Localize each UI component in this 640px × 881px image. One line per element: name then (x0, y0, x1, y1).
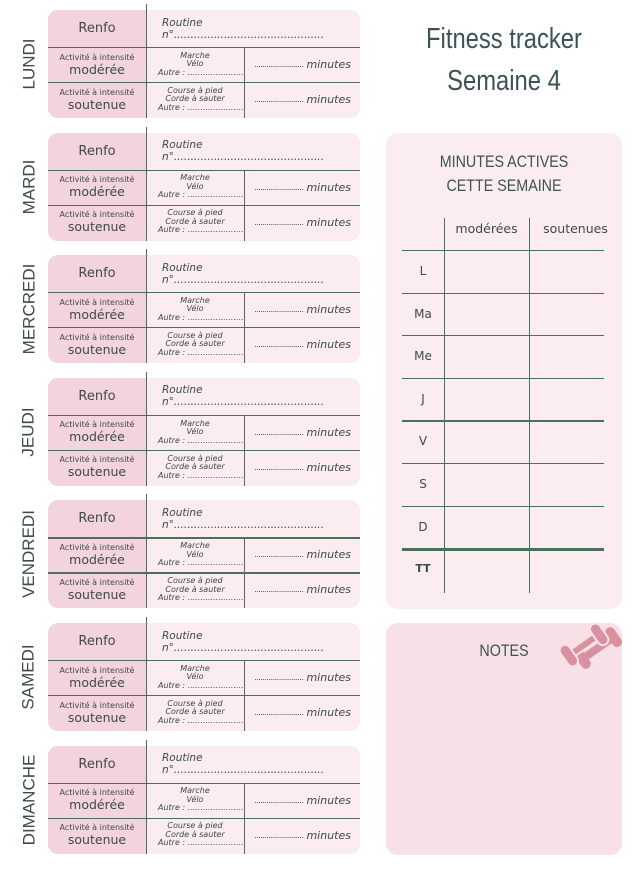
activity-intensity: modérée (69, 674, 125, 690)
cell-s-vigorous[interactable] (530, 464, 605, 505)
row-label-me: Me (414, 349, 432, 364)
renfo-label: Renfo (78, 266, 116, 282)
renfo-label: Renfo (78, 143, 116, 159)
moderate-minutes-field[interactable] (246, 537, 358, 572)
vigorous-minutes-field[interactable] (246, 818, 358, 853)
row-label-tt: TT (415, 562, 431, 576)
row-label-j: J (421, 391, 425, 406)
option-other-field[interactable]: Autre : ...................... (158, 190, 244, 200)
activity-prefix: Activité à intensité (59, 788, 135, 798)
moderate-minutes-field[interactable] (246, 660, 358, 695)
minutes-unit: minutes (306, 93, 351, 106)
moderate-options (146, 660, 244, 695)
minutes-blank: ........................ (254, 305, 304, 315)
cell-ma-vigorous[interactable] (530, 294, 605, 335)
moderate-activity-label (48, 47, 146, 82)
cell-s-moderate[interactable] (445, 464, 529, 505)
option-other-field[interactable]: Autre : ...................... (158, 558, 244, 568)
row-label-l: L (419, 264, 427, 278)
moderate-activity-label (48, 537, 146, 572)
vigorous-minutes-field[interactable] (246, 450, 358, 485)
activity-intensity: modérée (69, 551, 125, 567)
vigorous-options (146, 450, 244, 485)
option-walk: Marche (180, 541, 210, 551)
row-label-v: V (418, 434, 428, 449)
day-card-mercredi (0, 255, 370, 367)
routine-number-field[interactable]: Routine n°............................................. (162, 16, 325, 41)
option-other-field[interactable]: Autre : ...................... (158, 838, 244, 848)
day-name: VENDREDI (19, 510, 39, 599)
minutes-unit: minutes (306, 706, 351, 719)
day-card-vendredi (0, 500, 370, 612)
option-other-field[interactable]: Autre : ...................... (158, 715, 244, 725)
column-header-vigorous: soutenues (543, 221, 608, 236)
vigorous-minutes-field[interactable] (246, 695, 358, 730)
day-name: SAMEDI (19, 644, 38, 710)
activity-prefix: Activité à intensité (59, 210, 135, 220)
vigorous-options (146, 572, 244, 607)
option-other-field[interactable]: Autre : ...................... (158, 102, 244, 112)
option-bike: Vélo (186, 794, 204, 804)
vigorous-options (146, 82, 244, 117)
cell-v-vigorous[interactable] (530, 421, 605, 462)
minutes-unit: minutes (306, 460, 351, 474)
moderate-minutes-field[interactable] (246, 292, 358, 327)
minutes-blank: ........................ (254, 708, 304, 717)
moderate-options (146, 47, 244, 82)
option-jump-rope: Corde à sauter (165, 584, 225, 594)
renfo-label: Renfo (78, 756, 116, 772)
moderate-activity-label (48, 170, 146, 205)
day-card (48, 500, 360, 608)
option-run: Course à pied (167, 330, 223, 340)
option-jump-rope: Corde à sauter (165, 94, 225, 104)
moderate-options (146, 415, 244, 450)
option-other-field[interactable]: Autre : ...................... (158, 470, 244, 480)
minutes-unit: minutes (306, 303, 351, 317)
option-jump-rope: Corde à sauter (165, 707, 225, 717)
day-card (48, 255, 360, 363)
vigorous-options (146, 327, 244, 362)
routine-number-field[interactable]: Routine n°............................................. (162, 139, 325, 164)
row-label-s: S (419, 477, 427, 491)
routine-number-field[interactable]: Routine n°............................................. (162, 629, 325, 654)
moderate-activity-label (48, 292, 146, 327)
day-card-jeudi (0, 378, 370, 490)
day-card (48, 10, 360, 118)
cell-tt-vigorous[interactable] (530, 549, 605, 590)
minutes-blank: ........................ (254, 673, 304, 682)
moderate-options (146, 783, 244, 818)
activity-prefix: Activité à intensité (59, 52, 135, 62)
column-header-moderate: modérées (455, 221, 518, 236)
option-other-field[interactable]: Autre : ...................... (158, 593, 244, 603)
renfo-label: Renfo (78, 634, 116, 649)
moderate-activity-label (48, 783, 146, 818)
cell-d-moderate[interactable] (445, 507, 529, 548)
renfo-label: Renfo (78, 21, 116, 36)
vigorous-activity-label (48, 695, 146, 730)
activity-intensity: soutenue (67, 341, 127, 357)
day-card (48, 378, 360, 486)
activity-intensity: soutenue (67, 586, 127, 602)
title-line-1: Fitness tracker (426, 23, 582, 55)
minutes-blank: ........................ (254, 550, 304, 560)
cell-j-vigorous[interactable] (530, 379, 605, 420)
option-bike: Vélo (186, 672, 204, 682)
renfo-label: Renfo (78, 511, 116, 527)
vigorous-minutes-field[interactable] (246, 572, 358, 607)
option-run: Course à pied (167, 453, 223, 463)
cell-l-vigorous[interactable] (530, 251, 605, 292)
vigorous-activity-label (48, 572, 146, 607)
moderate-options (146, 170, 244, 205)
option-walk: Marche (180, 663, 210, 673)
option-jump-rope: Corde à sauter (165, 339, 225, 349)
activity-prefix: Activité à intensité (59, 87, 135, 97)
minutes-unit: minutes (306, 180, 351, 194)
day-label (14, 10, 44, 118)
option-walk: Marche (180, 418, 210, 428)
summary-title-line-1: MINUTES ACTIVES (439, 152, 569, 171)
option-run: Course à pied (167, 821, 223, 831)
activity-intensity: modérée (69, 306, 125, 322)
activity-prefix: Activité à intensité (59, 577, 135, 587)
weekly-summary-panel (386, 133, 622, 609)
dumbbell-icon (558, 615, 624, 671)
cell-l-moderate[interactable] (445, 251, 529, 292)
vigorous-options (146, 205, 244, 240)
option-other-field[interactable]: Autre : ...................... (158, 312, 244, 322)
routine-number-field[interactable]: Routine n°............................................. (162, 261, 325, 286)
minutes-unit: minutes (306, 338, 351, 352)
option-other-field[interactable]: Autre : ...................... (158, 67, 244, 77)
activity-intensity: soutenue (67, 96, 127, 112)
option-run: Course à pied (167, 698, 223, 708)
cell-v-moderate[interactable] (445, 421, 529, 462)
vigorous-activity-label (48, 205, 146, 240)
minutes-blank: ........................ (254, 795, 304, 805)
minutes-unit: minutes (306, 58, 351, 71)
day-label (14, 500, 44, 608)
minutes-blank: ........................ (254, 217, 304, 227)
activity-prefix: Activité à intensité (59, 297, 135, 307)
activity-intensity: soutenue (67, 832, 127, 848)
activity-prefix: Activité à intensité (59, 420, 135, 430)
minutes-unit: minutes (306, 793, 351, 807)
option-other-field[interactable]: Autre : ...................... (158, 347, 244, 357)
option-jump-rope: Corde à sauter (165, 216, 225, 226)
notes-title: NOTES (479, 641, 529, 660)
vigorous-options (146, 818, 244, 853)
day-card-samedi (0, 623, 370, 735)
minutes-unit: minutes (306, 583, 351, 597)
option-run: Course à pied (167, 208, 223, 218)
row-label-d: D (418, 519, 428, 534)
day-label (14, 255, 44, 363)
minutes-blank: ........................ (254, 340, 304, 350)
routine-number-field[interactable]: Routine n°............................................. (162, 384, 325, 409)
moderate-minutes-field[interactable] (246, 170, 358, 205)
minutes-blank: ........................ (254, 585, 304, 595)
vigorous-minutes-field[interactable] (246, 327, 358, 362)
minutes-blank: ........................ (254, 182, 304, 192)
day-name: LUNDI (19, 38, 39, 90)
vigorous-options (146, 695, 244, 730)
cell-tt-moderate[interactable] (445, 549, 529, 590)
activity-intensity: modérée (69, 429, 125, 445)
page-title (407, 18, 601, 102)
moderate-minutes-field[interactable] (246, 783, 358, 818)
row-label-ma: Ma (414, 306, 432, 321)
cell-me-moderate[interactable] (445, 336, 529, 377)
day-card-lundi (0, 10, 370, 122)
activity-prefix: Activité à intensité (59, 332, 135, 342)
minutes-blank: ........................ (254, 462, 304, 472)
activity-intensity: modérée (69, 797, 125, 813)
option-bike: Vélo (186, 304, 204, 314)
day-label (14, 623, 44, 731)
routine-number-field[interactable]: Routine n°............................................. (162, 506, 325, 531)
day-name: JEUDI (19, 407, 38, 457)
day-label (14, 133, 44, 241)
moderate-minutes-field[interactable] (246, 47, 358, 82)
summary-title (405, 150, 603, 198)
activity-intensity: soutenue (67, 219, 127, 235)
activity-prefix: Activité à intensité (59, 665, 135, 675)
cell-d-vigorous[interactable] (530, 507, 605, 548)
minutes-blank: ........................ (254, 95, 304, 104)
option-walk: Marche (180, 295, 210, 305)
minutes-unit: minutes (306, 425, 351, 439)
moderate-options (146, 537, 244, 572)
day-card (48, 623, 360, 731)
vigorous-minutes-field[interactable] (246, 205, 358, 240)
activity-prefix: Activité à intensité (59, 823, 135, 833)
option-run: Course à pied (167, 576, 223, 586)
day-card (48, 746, 360, 854)
minutes-unit: minutes (306, 828, 351, 842)
option-bike: Vélo (186, 427, 204, 437)
activity-prefix: Activité à intensité (59, 700, 135, 710)
activity-prefix: Activité à intensité (59, 175, 135, 185)
moderate-options (146, 292, 244, 327)
minutes-blank: ........................ (254, 830, 304, 840)
moderate-activity-label (48, 415, 146, 450)
routine-number-field[interactable]: Routine n°............................................. (162, 752, 325, 777)
vigorous-activity-label (48, 327, 146, 362)
option-bike: Vélo (186, 59, 204, 69)
minutes-unit: minutes (306, 215, 351, 229)
option-jump-rope: Corde à sauter (165, 462, 225, 472)
title-line-2: Semaine 4 (447, 65, 561, 97)
notes-area[interactable] (396, 678, 612, 845)
day-name: MERCREDI (19, 263, 39, 355)
day-card-mardi (0, 133, 370, 245)
day-label (14, 378, 44, 486)
notes-panel (386, 623, 622, 855)
summary-title-line-2: CETTE SEMAINE (446, 176, 562, 195)
option-other-field[interactable]: Autre : ...................... (158, 435, 244, 445)
minutes-blank: ........................ (254, 427, 304, 437)
option-jump-rope: Corde à sauter (165, 829, 225, 839)
vigorous-activity-label (48, 82, 146, 117)
day-name: DIMANCHE (19, 754, 39, 845)
activity-intensity: modérée (69, 184, 125, 200)
activity-intensity: soutenue (67, 709, 127, 725)
option-other-field[interactable]: Autre : ...................... (158, 680, 244, 690)
minutes-unit: minutes (306, 671, 351, 684)
cell-j-moderate[interactable] (445, 379, 529, 420)
vigorous-activity-label (48, 450, 146, 485)
day-card-dimanche (0, 746, 370, 858)
minutes-unit: minutes (306, 548, 351, 562)
option-other-field[interactable]: Autre : ...................... (158, 803, 244, 813)
activity-prefix: Activité à intensité (59, 542, 135, 552)
activity-prefix: Activité à intensité (59, 455, 135, 465)
cell-ma-moderate[interactable] (445, 294, 529, 335)
moderate-minutes-field[interactable] (246, 415, 358, 450)
moderate-activity-label (48, 660, 146, 695)
option-other-field[interactable]: Autre : ...................... (158, 225, 244, 235)
activity-intensity: soutenue (67, 464, 127, 480)
activity-intensity: modérée (69, 61, 125, 77)
minutes-blank: ........................ (254, 60, 304, 69)
option-bike: Vélo (186, 549, 204, 559)
option-walk: Marche (180, 786, 210, 796)
renfo-label: Renfo (78, 388, 116, 404)
vigorous-activity-label (48, 818, 146, 853)
option-run: Course à pied (167, 85, 223, 95)
option-walk: Marche (180, 50, 210, 60)
cell-me-vigorous[interactable] (530, 336, 605, 377)
day-card (48, 133, 360, 241)
day-name: MARDI (19, 159, 38, 214)
option-bike: Vélo (186, 181, 204, 191)
day-label (14, 746, 44, 854)
option-walk: Marche (180, 173, 210, 183)
vigorous-minutes-field[interactable] (246, 82, 358, 117)
